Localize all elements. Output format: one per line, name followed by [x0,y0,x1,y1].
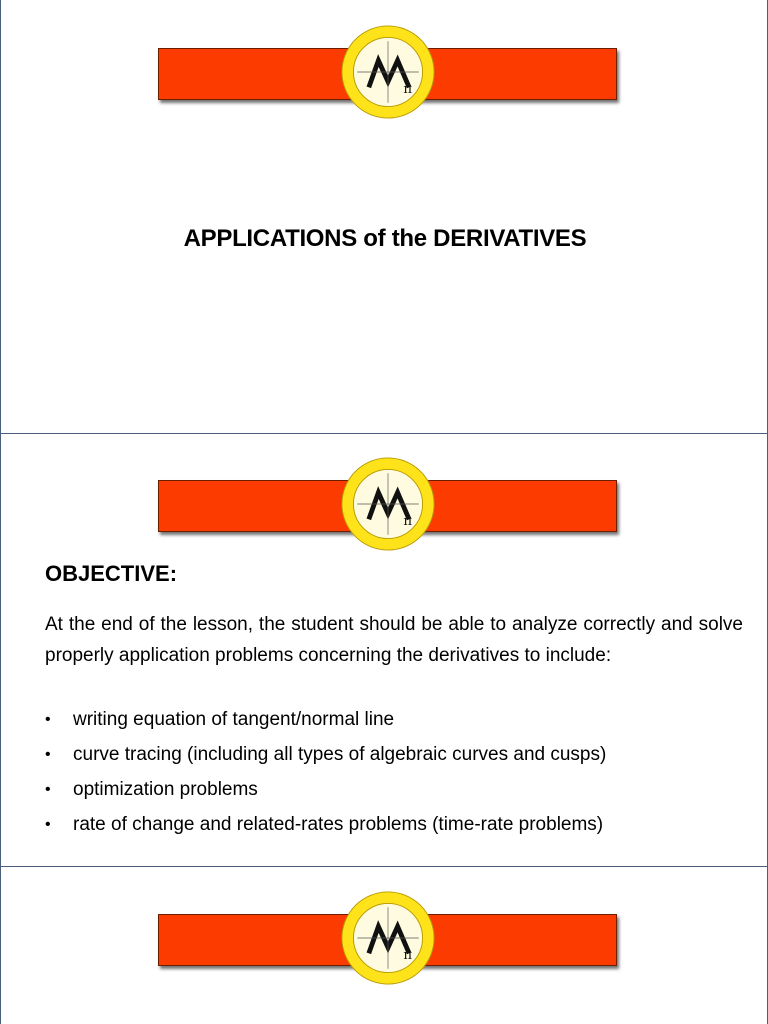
svg-text:π: π [403,948,413,964]
list-item: • rate of change and related-rates problems (time-rate problems) [45,807,745,842]
slide-3 [0,867,768,1024]
department-seal-logo [340,456,436,552]
department-seal-logo [340,24,436,120]
presentation-title: APPLICATIONS of the DERIVATIVES [183,225,587,252]
bullet-icon: • [45,746,51,763]
bullet-icon: • [45,781,51,798]
list-item: • writing equation of tangent/normal line [45,702,745,737]
department-seal-logo [340,890,436,986]
list-item: • optimization problems [45,772,745,807]
list-item: • curve tracing (including all types of algebraic curves and cusps) [45,737,745,772]
svg-text:π: π [403,514,413,530]
svg-text:π: π [403,82,413,98]
bullet-icon: • [45,816,51,833]
slide-2 [0,434,768,867]
objective-heading: OBJECTIVE: [45,561,178,586]
objective-paragraph: At the end of the lesson, the student should be able to analyze correctly and solve properly application problems concerning the derivatives to include: [45,614,743,666]
bullet-icon: • [45,711,51,728]
objective-list [45,702,745,842]
slide-1 [0,0,768,434]
